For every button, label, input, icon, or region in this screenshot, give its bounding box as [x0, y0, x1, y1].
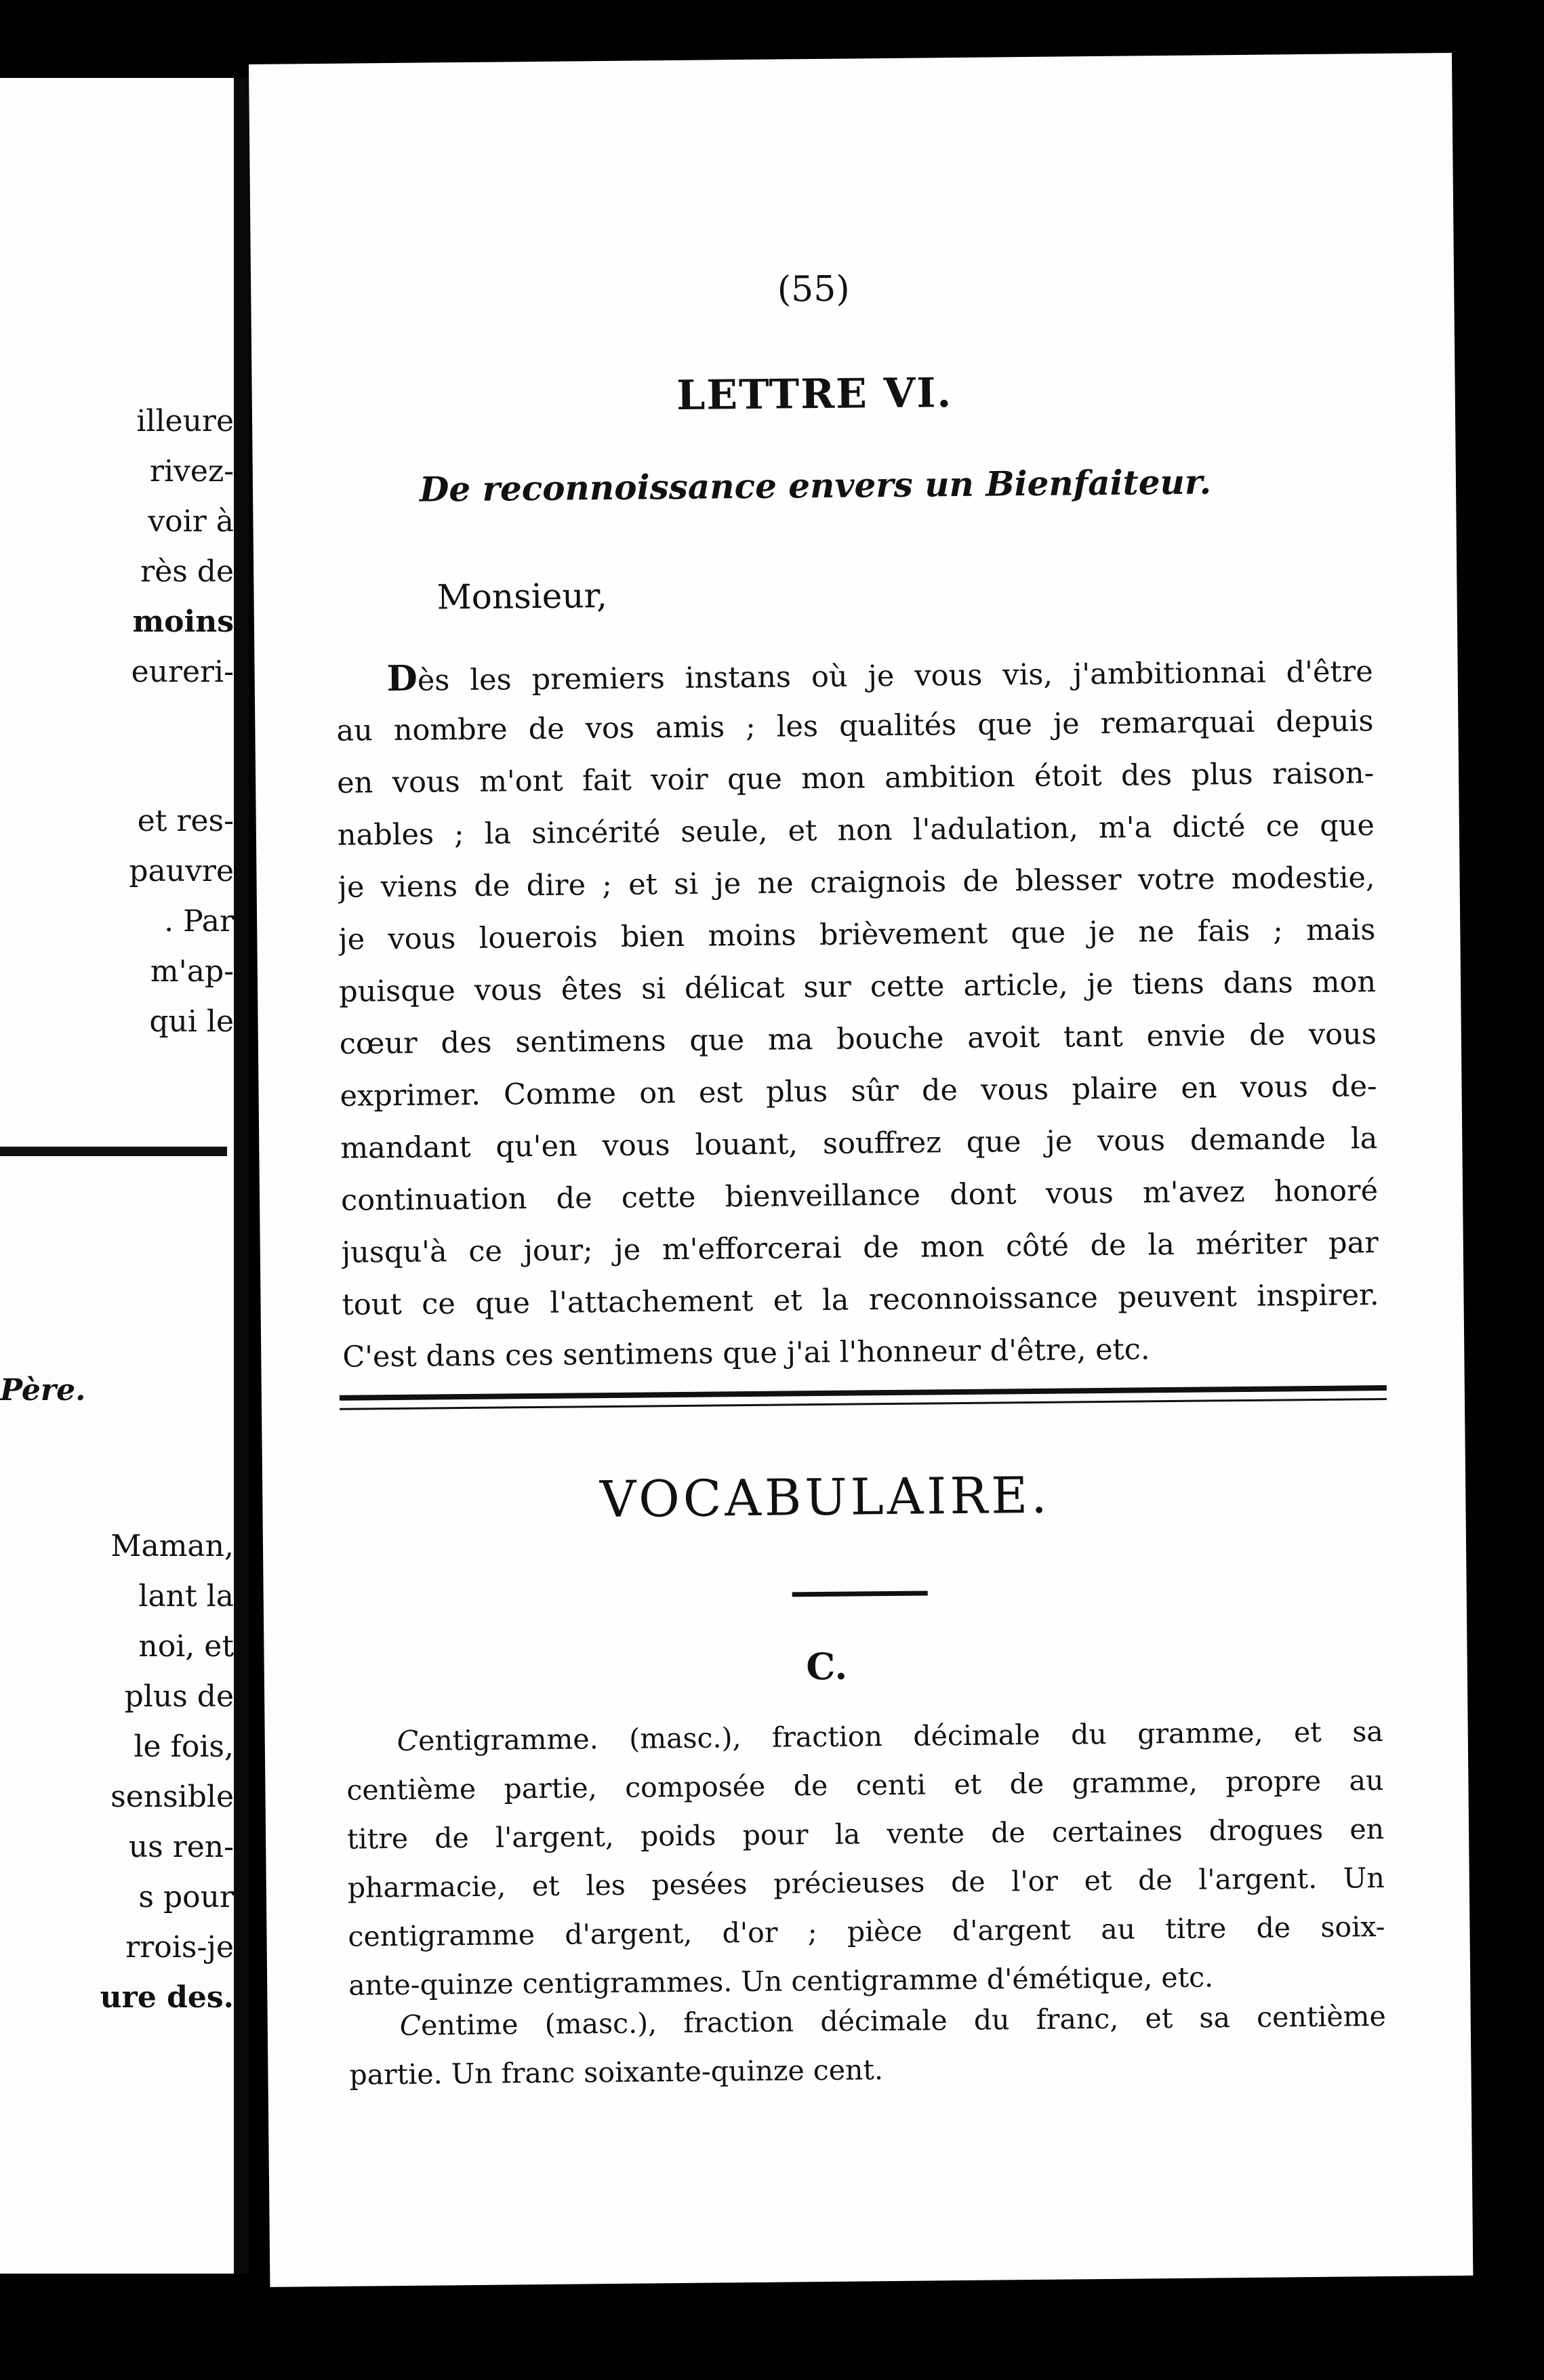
left-page-line: voir à [148, 504, 234, 539]
left-page-line: moins [132, 604, 234, 639]
letter-title: LETTRE VI. [676, 369, 953, 419]
left-page-line: illeure [136, 404, 234, 438]
letter-line: Dès les premiers instans où je vous vis, j'ambitionnai d'être [386, 655, 1373, 700]
left-page-line: qui le [149, 1004, 234, 1039]
left-page-line: s pour [138, 1880, 234, 1914]
vocabulary-entry [346, 1707, 1385, 2010]
letter-line: je vous louerois bien moins brièvement que je ne fais ; mais [338, 913, 1376, 957]
entry-line: pharmacie, et les pesées précieuses de l'or et de l'argent. Un [347, 1862, 1385, 1904]
letter-line: je viens de dire ; et si je ne craignois de blesser votre modestie, [338, 861, 1375, 905]
left-page-line: rès de [140, 554, 234, 589]
left-page-line: m'ap- [150, 954, 234, 989]
vocabulary-title: VOCABULAIRE. [599, 1466, 1051, 1530]
left-page [0, 78, 234, 2274]
left-page-line: eureri- [131, 655, 234, 689]
letter-line: continuation de cette bienveillance dont vous m'avez honoré [340, 1174, 1379, 1218]
entry-line: titre de l'argent, poids pour la vente de certaines drogues en [346, 1813, 1385, 1855]
left-page-line: . Par [164, 904, 234, 939]
right-page [249, 53, 1473, 2287]
letter-line: exprimer. Comme on est plus sûr de vous plaire en vous de- [340, 1069, 1377, 1113]
left-page-line: rivez- [149, 454, 234, 489]
book-spine [234, 78, 249, 2274]
letter-subtitle: De reconnoissance envers un Bienfaiteur. [419, 461, 1212, 510]
letter-line: C'est dans ces sentimens que j'ai l'honneur d'être, etc. [342, 1332, 1150, 1374]
entry-line: Centigramme. (masc.), fraction décimale du gramme, et sa [397, 1715, 1383, 1758]
letter-line: mandant qu'en vous louant, souffrez que je vous demande la [340, 1122, 1378, 1166]
left-page-heading: Père. [0, 1373, 86, 1408]
left-page-line: Maman, [110, 1529, 234, 1563]
title-rule [792, 1591, 928, 1597]
left-page-line: pauvre [129, 854, 234, 888]
left-page-line: lant la [138, 1579, 234, 1614]
salutation: Monsieur, [436, 575, 608, 617]
letter-line: puisque vous êtes si délicat sur cette article, je tiens dans mon [338, 965, 1377, 1009]
left-page-line: sensible [110, 1780, 234, 1814]
left-page-line: us ren- [128, 1830, 234, 1864]
left-page-line: et res- [137, 804, 234, 838]
left-page-line: noi, et [138, 1629, 234, 1664]
letter-line: tout ce que l'attachement et la reconnoissance peuvent inspirer. [342, 1278, 1379, 1322]
left-page-line: plus de [124, 1679, 234, 1714]
section-divider [340, 1385, 1387, 1410]
letter-line: au nombre de vos amis ; les qualités que je remarquai depuis [336, 704, 1374, 748]
entry-line: centigramme d'argent, d'or ; pièce d'argent au titre de soix- [348, 1910, 1385, 1953]
entry-line: centième partie, composée de centi et de gramme, propre au [346, 1764, 1384, 1807]
letter-line: nables ; la sincérité seule, et non l'adulation, m'a dicté ce que [337, 808, 1375, 853]
left-page-rule [0, 1147, 227, 1156]
left-page-line: ure des. [100, 1980, 234, 2015]
entry-line: ante-quinze centigrammes. Un centigramme d'émétique, etc. [348, 1961, 1214, 2002]
page-number: (55) [777, 268, 850, 310]
letter-line: jusqu'à ce jour; je m'efforcerai de mon côté de la mériter par [341, 1226, 1379, 1270]
entry-line: partie. Un franc soixante-quinze cent. [349, 2053, 884, 2091]
left-page-line: le fois, [134, 1729, 234, 1764]
left-page-line: rrois-je [125, 1930, 234, 1965]
letter-line: cœur des sentimens que ma bouche avoit tant envie de vous [339, 1017, 1377, 1061]
section-letter: C. [806, 1644, 848, 1689]
letter-body [336, 643, 1379, 1384]
entry-line: Centime (masc.), fraction décimale du franc, et sa centième [399, 2000, 1386, 2042]
vocabulary-entry [348, 1992, 1386, 2099]
letter-line: en vous m'ont fait voir que mon ambition étoit des plus raison- [336, 756, 1375, 800]
